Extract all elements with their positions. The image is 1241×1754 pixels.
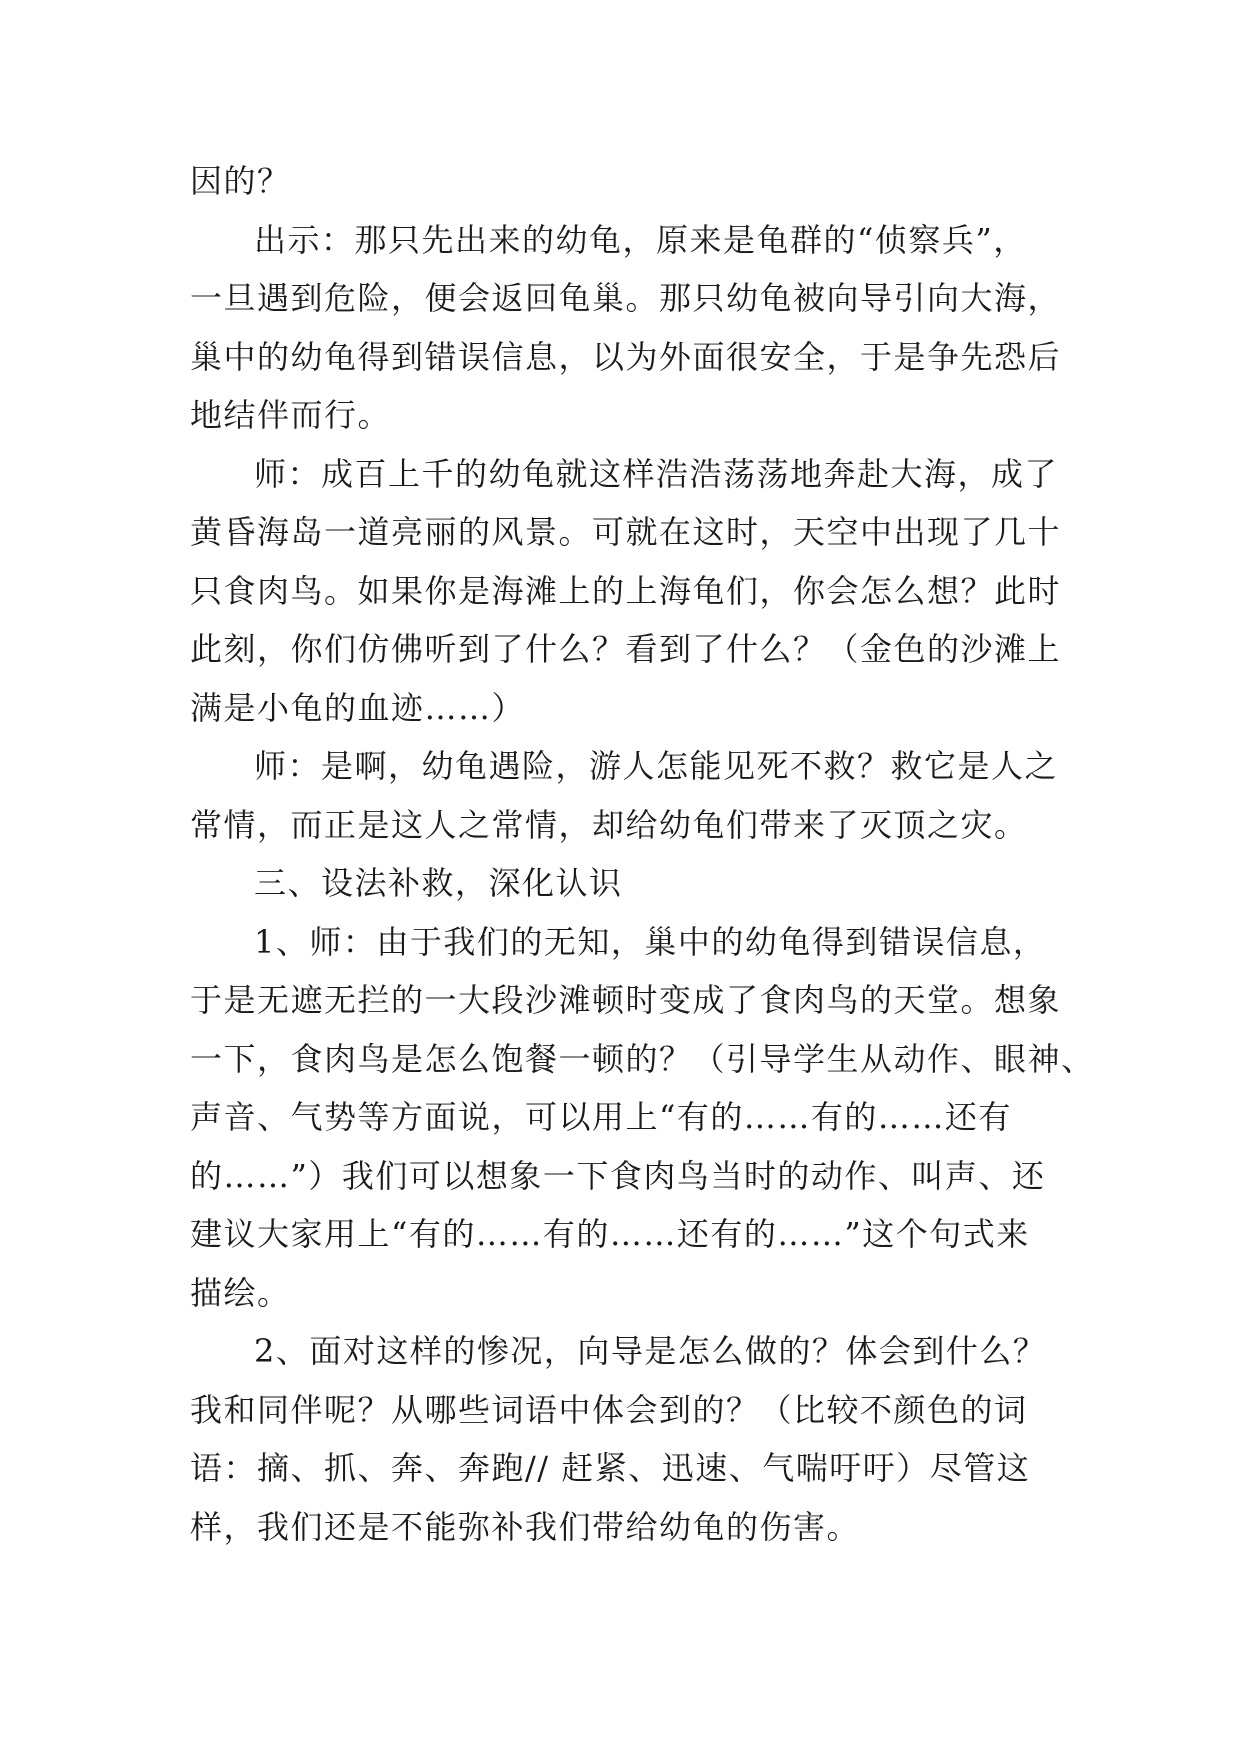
text-line: 此刻，你们仿佛听到了什么？看到了什么？（金色的沙滩上: [190, 630, 1062, 668]
text-line: 语：摘、抓、奔、奔跑// 赶紧、迅速、气喘吁吁）尽管这: [190, 1449, 1031, 1487]
text-line: 师：是啊，幼龟遇险，游人怎能见死不救？救它是人之: [254, 747, 1059, 785]
text-line: 一下，食肉鸟是怎么饱餐一顿的？（引导学生从动作、眼神、: [190, 1039, 1095, 1078]
text-line: 巢中的幼龟得到错误信息，以为外面很安全，于是争先恐后: [190, 337, 1062, 376]
text-line: 师：成百上千的幼龟就这样浩浩荡荡地奔赴大海，成了: [254, 454, 1059, 493]
text-line: 出示：那只先出来的幼龟，原来是龟群的“侦察兵”，: [254, 220, 1027, 259]
text-line: 一旦遇到危险，便会返回龟巢。那只幼龟被向导引向大海，: [190, 279, 1062, 317]
text-line: 声音、气势等方面说，可以用上“有的……有的……还有: [190, 1098, 1012, 1136]
text-line: 因的？: [190, 162, 291, 200]
text-line: 黄昏海岛一道亮丽的风景。可就在这时，天空中出现了几十: [190, 513, 1062, 551]
text-line: 1、师：由于我们的无知，巢中的幼龟得到错误信息，: [254, 922, 1047, 961]
text-line: 样，我们还是不能弥补我们带给幼龟的伤害。: [190, 1507, 861, 1546]
text-line: 只食肉鸟。如果你是海滩上的上海龟们，你会怎么想？此时: [190, 571, 1062, 610]
body-text: [190, 152, 1095, 1556]
text-line: 描绘。: [190, 1273, 291, 1312]
text-line: 2、面对这样的惨况，向导是怎么做的？体会到什么？: [254, 1332, 1047, 1370]
text-line: 满是小龟的血迹……）: [190, 688, 526, 727]
text-line: 于是无遮无拦的一大段沙滩顿时变成了食肉鸟的天堂。想象: [190, 981, 1062, 1019]
text-line: 地结伴而行。: [190, 396, 392, 434]
text-line: 我和同伴呢？从哪些词语中体会到的？（比较不颜色的词: [190, 1390, 1028, 1429]
text-line: 的……”）我们可以想象一下食肉鸟当时的动作、叫声、还: [190, 1156, 1046, 1195]
text-line: 建议大家用上“有的……有的……还有的……”这个句式来: [190, 1215, 1030, 1253]
section-heading: 三、设法补救，深化认识: [254, 864, 623, 902]
text-line: 常情，而正是这人之常情，却给幼龟们带来了灭顶之灾。: [190, 805, 1028, 844]
